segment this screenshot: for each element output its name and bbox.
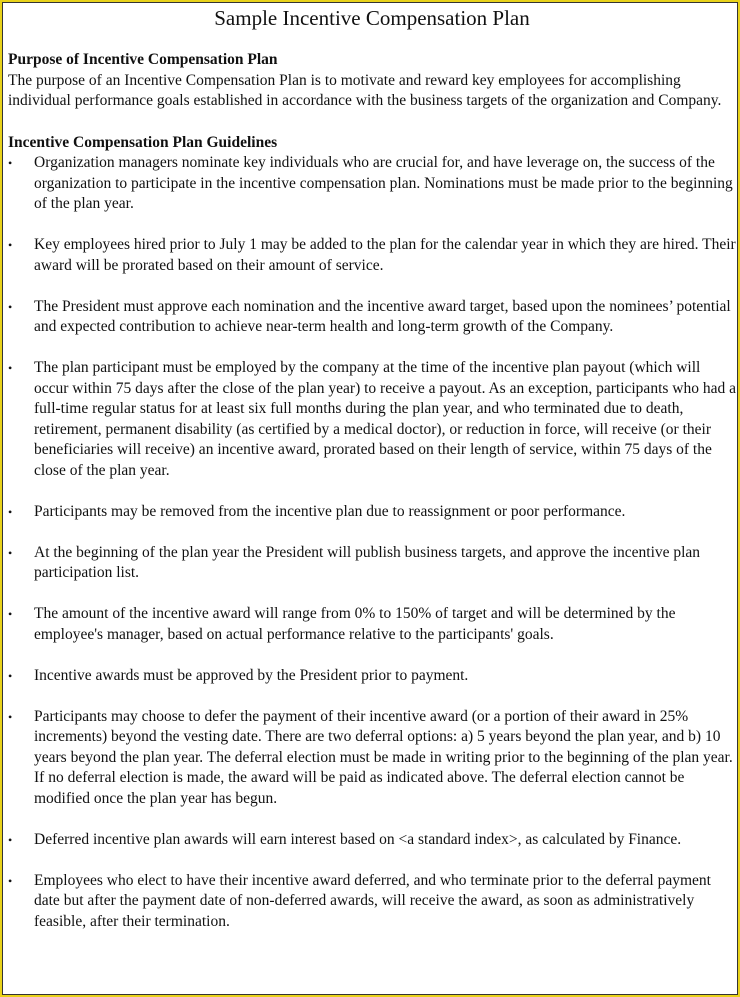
- bullet-icon: •: [8, 668, 13, 683]
- guideline-item: [8, 502, 736, 523]
- guideline-item: [8, 604, 736, 645]
- guideline-text: At the beginning of the plan year the President will publish business targets, and approve the incentive plan participation list.: [34, 543, 701, 581]
- document-title: Sample Incentive Compensation Plan: [214, 6, 530, 30]
- guideline-text: Participants may choose to defer the payment of their incentive award (or a portion of their award in 25% increments) beyond the vesting date. There are two deferral options: a) 5 years beyond the plan year, and b) 10 years beyond the plan year. The deferral election must be made in writing prior to the beginning of the plan year. If no deferral election is made, the award will be paid as indicated above. The deferral election cannot be modified once the plan year has begun.: [34, 707, 733, 807]
- guideline-text: Participants may be removed from the incentive plan due to reassignment or poor performance.: [34, 502, 626, 520]
- guideline-item: [8, 830, 736, 851]
- guideline-item: [8, 666, 736, 687]
- guideline-text: Organization managers nominate key individuals who are crucial for, and have leverage on, the success of the organization to participate in the incentive compensation plan. Nominations must be made prior to the beginning of the plan year.: [34, 154, 733, 212]
- guideline-text: Key employees hired prior to July 1 may be added to the plan for the calendar year in which they are hired. Their award will be prorated based on their amount of service.: [34, 236, 736, 274]
- bullet-icon: •: [8, 709, 13, 724]
- bullet-icon: •: [8, 545, 13, 560]
- guideline-text: The amount of the incentive award will range from 0% to 150% of target and will be determined by the employee's manager, based on actual performance relative to the participants' goals.: [34, 605, 676, 643]
- bullet-icon: •: [8, 832, 13, 847]
- document-page: [8, 4, 736, 932]
- guideline-item: [8, 235, 736, 276]
- bullet-icon: •: [8, 504, 13, 519]
- purpose-paragraph: The purpose of an Incentive Compensation Plan is to motivate and reward key employees for accomplishing individual performance goals established in accordance with the business targets of the organization and Company.: [8, 71, 722, 109]
- guideline-item: [8, 358, 736, 481]
- purpose-heading: Purpose of Incentive Compensation Plan: [8, 51, 278, 68]
- guideline-text: Incentive awards must be approved by the President prior to payment.: [34, 666, 469, 684]
- bullet-icon: •: [8, 238, 13, 252]
- guideline-item: [8, 297, 736, 338]
- guideline-item: [8, 153, 736, 215]
- bullet-icon: •: [8, 607, 13, 621]
- guideline-text: The plan participant must be employed by the company at the time of the incentive plan payout (which will occur within 75 days after the close of the plan year) to receive a payout. As an exception, participants who had a full-time regular status for at least six full months during the plan year, and who terminated due to death, retirement, permanent disability (as certified by a medical doctor), or reduction in force, will receive (or their beneficiaries will receive) an incentive award, prorated based on their length of service, within 75 days of the close of the plan year.: [34, 359, 736, 479]
- guideline-item: [8, 871, 736, 933]
- guideline-item: [8, 707, 736, 810]
- bullet-icon: •: [8, 361, 13, 375]
- guideline-text: Employees who elect to have their incentive award deferred, and who terminate prior to the deferral payment date but after the payment date of non-deferred awards, will receive the award, as soon as administratively feasible, after their termination.: [34, 871, 711, 930]
- guideline-item: [8, 543, 736, 584]
- guideline-text: Deferred incentive plan awards will earn interest based on <a standard index>, as calculated by Finance.: [34, 830, 682, 848]
- guidelines-heading: Incentive Compensation Plan Guidelines: [8, 133, 278, 151]
- bullet-icon: •: [8, 156, 13, 170]
- bullet-icon: •: [8, 873, 13, 888]
- guideline-text: The President must approve each nomination and the incentive award target, based upon the nominees’ potential and expected contribution to achieve near-term health and long-term growth of the Company.: [34, 297, 731, 335]
- bullet-icon: •: [8, 299, 13, 314]
- guidelines-list: [8, 153, 736, 932]
